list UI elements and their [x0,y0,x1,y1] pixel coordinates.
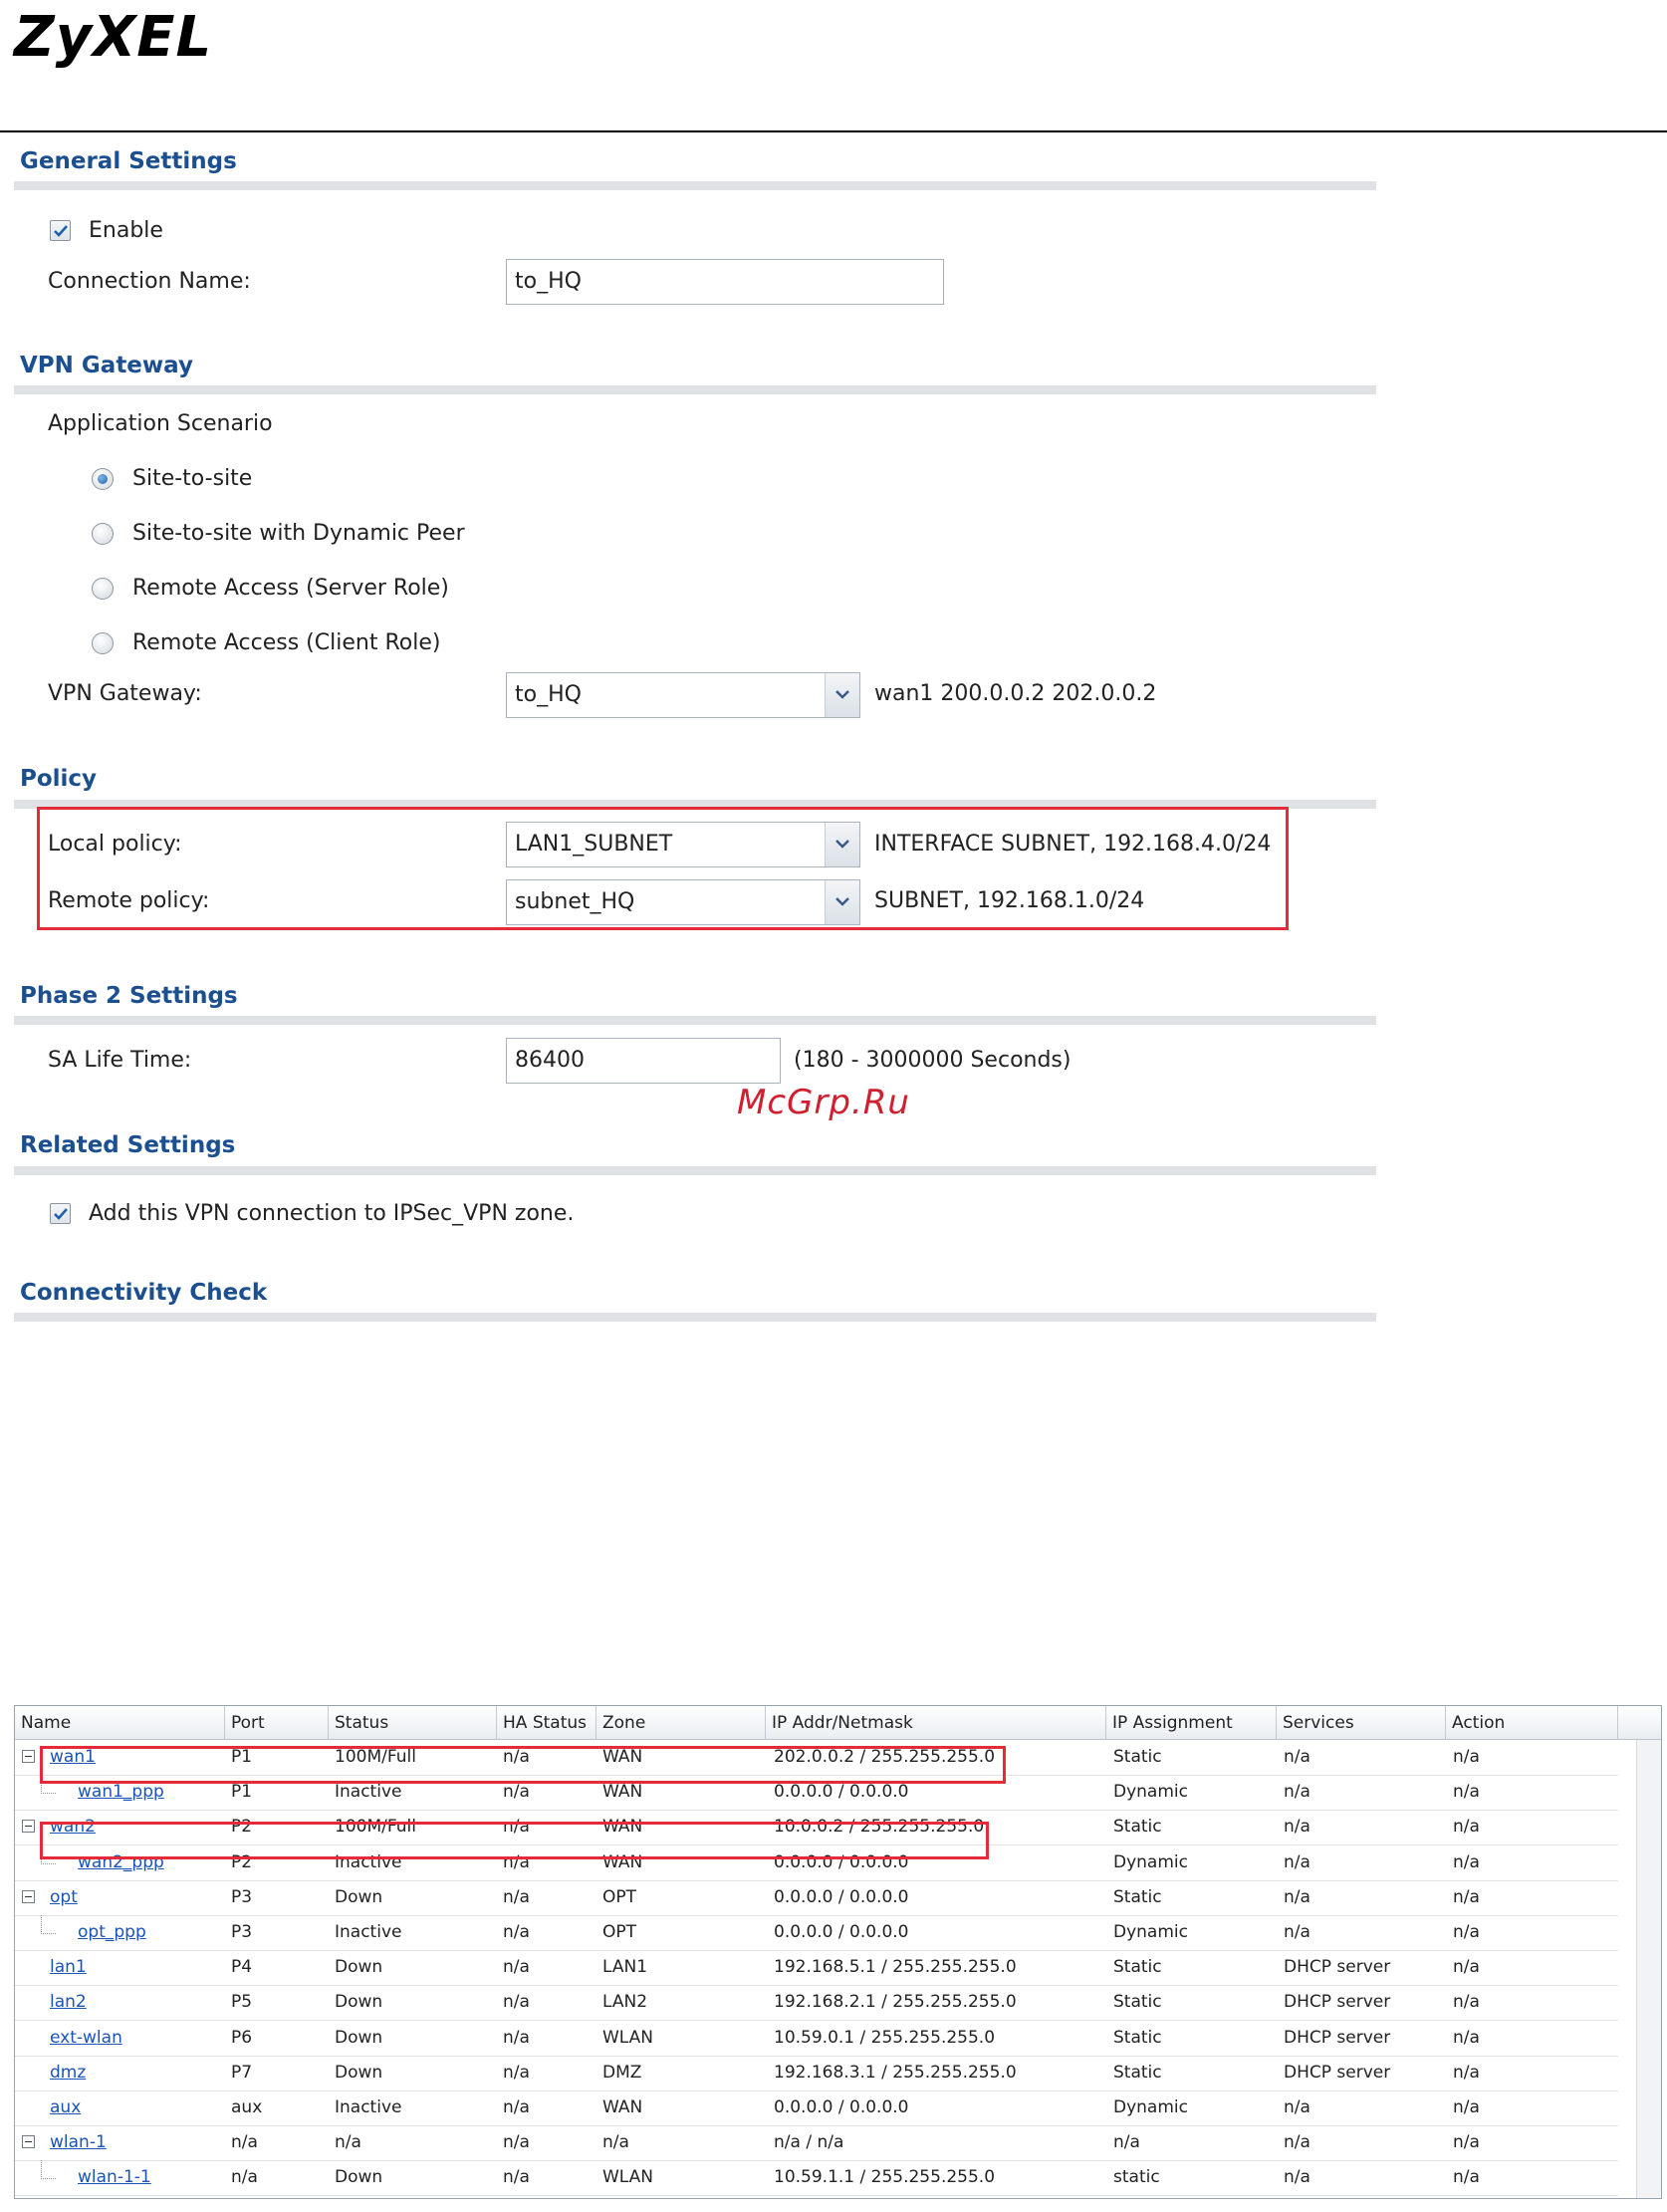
section-divider [14,1313,1376,1322]
interface-name-link[interactable]: wlan-1-1 [78,2167,151,2188]
cell-ha: n/a [503,1957,530,1978]
cell-zone: WAN [602,2097,643,2117]
scenario-label: Remote Access (Client Role) [132,630,441,655]
cell-ip: 0.0.0.0 / 0.0.0.0 [774,1886,909,1907]
cell-assign: Dynamic [1113,1851,1188,1872]
remote-policy-label: Remote policy: [48,888,210,913]
cell-zone: WAN [602,1747,643,1767]
cell-status: Down [335,2167,383,2188]
cell-assign: Static [1113,1957,1162,1978]
cell-ip: 0.0.0.0 / 0.0.0.0 [774,1782,909,1803]
vpn-gateway-label: VPN Gateway: [48,681,202,706]
cell-services: n/a [1284,1851,1310,1872]
interface-name-link[interactable]: aux [50,2097,82,2117]
cell-ip: 0.0.0.0 / 0.0.0.0 [774,2097,909,2117]
cell-port: P2 [231,1851,253,1872]
cell-status: n/a [335,2132,361,2153]
vertical-scrollbar[interactable] [1636,1740,1661,2198]
section-divider [14,1166,1376,1175]
enable-label: Enable [89,218,163,243]
cell-status: Down [335,1992,383,2013]
enable-checkbox[interactable] [50,220,71,241]
cell-ha: n/a [503,1851,530,1872]
cell-status: Inactive [335,1851,402,1872]
cell-ha: n/a [503,1782,530,1803]
interface-name-link[interactable]: lan1 [50,1957,87,1978]
cell-status: Down [335,1886,383,1907]
sa-lifetime-label: SA Life Time: [48,1048,192,1073]
cell-status: Down [335,2062,383,2083]
column-header-ip[interactable]: IP Addr/Netmask [766,1706,1106,1740]
cell-port: aux [231,2097,263,2117]
cell-assign: Dynamic [1113,2097,1188,2117]
cell-assign: Static [1113,1817,1162,1838]
column-header-zone[interactable]: Zone [596,1706,766,1740]
interface-name-link[interactable]: lan2 [50,1992,87,2013]
section-title-vpn-gateway: VPN Gateway [20,353,193,378]
column-header-spacer [1618,1706,1662,1740]
sa-lifetime-hint: (180 - 3000000 Seconds) [794,1048,1072,1073]
cell-services: n/a [1284,2167,1310,2188]
cell-assign: Static [1113,1886,1162,1907]
wan1-highlight-box [40,1746,1006,1784]
chevron-down-icon [834,689,850,699]
radio-site-to-site-dynamic-peer[interactable] [92,523,114,545]
column-header-port[interactable]: Port [225,1706,329,1740]
remote-policy-select[interactable] [506,879,860,925]
tree-branch-line [41,2160,56,2179]
column-header-ha-status[interactable]: HA Status [497,1706,596,1740]
table-row[interactable] [15,2125,1618,2161]
collapse-toggle-icon[interactable] [22,2135,35,2148]
cell-services: n/a [1284,1886,1310,1907]
checkmark-icon [53,1206,69,1222]
cell-assign: Dynamic [1113,1922,1188,1942]
cell-status: Down [335,2027,383,2048]
cell-port: P7 [231,2062,253,2083]
cell-zone: OPT [602,1886,637,1907]
cell-services: n/a [1284,1782,1310,1803]
table-row[interactable] [15,2056,1618,2091]
scenario-label: Remote Access (Server Role) [132,576,449,601]
cell-zone: WAN [602,1851,643,1872]
radio-remote-access-client[interactable] [92,632,114,654]
cell-zone: LAN1 [602,1957,648,1978]
cell-assign: Static [1113,1747,1162,1767]
cell-port: P5 [231,1992,253,2013]
cell-ha: n/a [503,1886,530,1907]
cell-port: P1 [231,1782,253,1803]
cell-services: n/a [1284,1922,1310,1942]
section-title-general: General Settings [20,148,237,174]
cell-services: n/a [1284,2097,1310,2117]
ipsec-zone-label: Add this VPN connection to IPSec_VPN zone. [89,1201,575,1226]
section-title-connectivity: Connectivity Check [20,1280,268,1306]
application-scenario-label: Application Scenario [48,411,273,436]
cell-assign: static [1113,2167,1160,2188]
interface-name-link[interactable]: wan2_ppp [78,1851,164,1872]
cell-services: DHCP server [1284,2027,1391,2048]
watermark-text: McGrp.Ru [737,1083,910,1122]
section-title-phase2: Phase 2 Settings [20,983,238,1009]
cell-status: Inactive [335,1922,402,1942]
cell-port: P3 [231,1886,253,1907]
cell-port: P6 [231,2027,253,2048]
cell-ip: 192.168.5.1 / 255.255.255.0 [774,1957,1017,1978]
cell-ip: 10.0.0.2 / 255.255.255.0 [774,1817,985,1838]
vpn-gateway-info: wan1 200.0.0.2 202.0.0.2 [874,681,1157,706]
cell-zone: WLAN [602,2167,654,2188]
table-row[interactable] [15,2021,1618,2057]
cell-ha: n/a [503,1817,530,1838]
cell-services: DHCP server [1284,2062,1391,2083]
cell-status: Down [335,1957,383,1978]
cell-action: n/a [1453,2097,1480,2117]
dropdown-button[interactable] [825,823,859,866]
column-header-action[interactable]: Action [1446,1706,1618,1740]
cell-ip: 10.59.1.1 / 255.255.255.0 [774,2167,996,2188]
interface-name-link[interactable]: opt [50,1886,78,1907]
cell-port: n/a [231,2132,258,2153]
cell-services: n/a [1284,1817,1310,1838]
column-header-services[interactable]: Services [1277,1706,1446,1740]
radio-site-to-site[interactable] [92,468,114,490]
tree-branch-line [41,1915,56,1934]
cell-assign: Dynamic [1113,1782,1188,1803]
table-row[interactable] [15,1880,1618,1916]
cell-zone: DMZ [602,2062,642,2083]
checkmark-icon [53,223,69,239]
wan2-highlight-box [40,1822,989,1859]
cell-services: n/a [1284,1747,1310,1767]
collapse-toggle-icon[interactable] [22,1750,35,1763]
cell-ha: n/a [503,2062,530,2083]
section-divider [14,385,1376,394]
table-row[interactable] [15,2090,1618,2126]
interface-name-link[interactable]: opt_ppp [78,1922,146,1942]
cell-ha: n/a [503,1747,530,1767]
interface-name-link[interactable]: dmz [50,2062,87,2083]
section-title-policy: Policy [20,766,98,792]
cell-zone: OPT [602,1922,637,1942]
cell-action: n/a [1453,2027,1480,2048]
column-header-status[interactable]: Status [329,1706,497,1740]
cell-action: n/a [1453,1992,1480,2013]
cell-port: n/a [231,2167,258,2188]
cell-status: Inactive [335,2097,402,2117]
cell-status: 100M/Full [335,1747,416,1767]
dropdown-button[interactable] [825,673,859,717]
remote-policy-value: subnet_HQ [515,889,635,914]
collapse-toggle-icon[interactable] [22,1890,35,1903]
cell-assign: Static [1113,1992,1162,2013]
cell-port: P3 [231,1922,253,1942]
column-header-ip-assignment[interactable]: IP Assignment [1106,1706,1277,1740]
cell-services: DHCP server [1284,1957,1391,1978]
cell-ha: n/a [503,2167,530,2188]
vpn-gateway-value: to_HQ [515,682,582,707]
cell-port: P1 [231,1747,253,1767]
vpn-gateway-select[interactable] [506,672,860,718]
cell-assign: n/a [1113,2132,1140,2153]
header-rule [0,130,1667,132]
cell-action: n/a [1453,1851,1480,1872]
cell-ip: 0.0.0.0 / 0.0.0.0 [774,1922,909,1942]
cell-ha: n/a [503,2027,530,2048]
local-policy-select[interactable] [506,822,860,867]
cell-ip: 192.168.3.1 / 255.255.255.0 [774,2062,1017,2083]
cell-action: n/a [1453,2062,1480,2083]
cell-services: DHCP server [1284,1992,1391,2013]
cell-ip: 192.168.2.1 / 255.255.255.0 [774,1992,1017,2013]
cell-zone: n/a [602,2132,629,2153]
section-title-related: Related Settings [20,1132,236,1158]
cell-zone: LAN2 [602,1992,648,2013]
cell-action: n/a [1453,1747,1480,1767]
cell-action: n/a [1453,1817,1480,1838]
interface-name-link[interactable]: wan2 [50,1817,96,1838]
section-divider [14,181,1376,190]
cell-action: n/a [1453,2132,1480,2153]
cell-assign: Static [1113,2027,1162,2048]
cell-ha: n/a [503,1992,530,2013]
cell-zone: WAN [602,1782,643,1803]
table-row[interactable] [15,1915,1618,1951]
remote-policy-info: SUBNET, 192.168.1.0/24 [874,888,1145,913]
cell-status: Inactive [335,1782,402,1803]
scenario-label: Site-to-site [132,466,253,491]
cell-action: n/a [1453,1957,1480,1978]
scenario-label: Site-to-site with Dynamic Peer [132,521,465,546]
cell-assign: Static [1113,2062,1162,2083]
local-policy-label: Local policy: [48,832,182,857]
column-header-name[interactable]: Name [15,1706,225,1740]
cell-services: n/a [1284,2132,1310,2153]
cell-ha: n/a [503,2132,530,2153]
cell-ip: 0.0.0.0 / 0.0.0.0 [774,1851,909,1872]
ipsec-zone-checkbox[interactable] [50,1203,71,1224]
cell-zone: WLAN [602,2027,654,2048]
cell-ip: 10.59.0.1 / 255.255.255.0 [774,2027,996,2048]
table-row[interactable] [15,1950,1618,1986]
section-divider [14,1016,1376,1025]
cell-action: n/a [1453,2167,1480,2188]
cell-ha: n/a [503,1922,530,1942]
chevron-down-icon [834,896,850,906]
connection-name-input[interactable]: to_HQ [506,259,944,305]
interface-name-link[interactable]: wan1 [50,1747,96,1767]
cell-action: n/a [1453,1886,1480,1907]
table-row[interactable] [15,2160,1618,2196]
dropdown-button[interactable] [825,880,859,924]
cell-ip: n/a / n/a [774,2132,844,2153]
interface-name-link[interactable]: wlan-1 [50,2132,107,2153]
connection-name-label: Connection Name: [48,269,251,294]
cell-action: n/a [1453,1922,1480,1942]
chevron-down-icon [834,839,850,849]
cell-port: P4 [231,1957,253,1978]
cell-ha: n/a [503,2097,530,2117]
table-row[interactable] [15,1985,1618,2021]
collapse-toggle-icon[interactable] [22,1820,35,1833]
cell-zone: WAN [602,1817,643,1838]
radio-remote-access-server[interactable] [92,578,114,600]
local-policy-value: LAN1_SUBNET [515,832,673,857]
interface-name-link[interactable]: wan1_ppp [78,1782,164,1803]
interface-name-link[interactable]: ext-wlan [50,2027,122,2048]
zyxel-logo: ZyXEL [14,5,213,70]
cell-action: n/a [1453,1782,1480,1803]
cell-status: 100M/Full [335,1817,416,1838]
cell-ip: 202.0.0.2 / 255.255.255.0 [774,1747,996,1767]
cell-port: P2 [231,1817,253,1838]
local-policy-info: INTERFACE SUBNET, 192.168.4.0/24 [874,832,1272,857]
sa-lifetime-input[interactable]: 86400 [506,1038,781,1084]
